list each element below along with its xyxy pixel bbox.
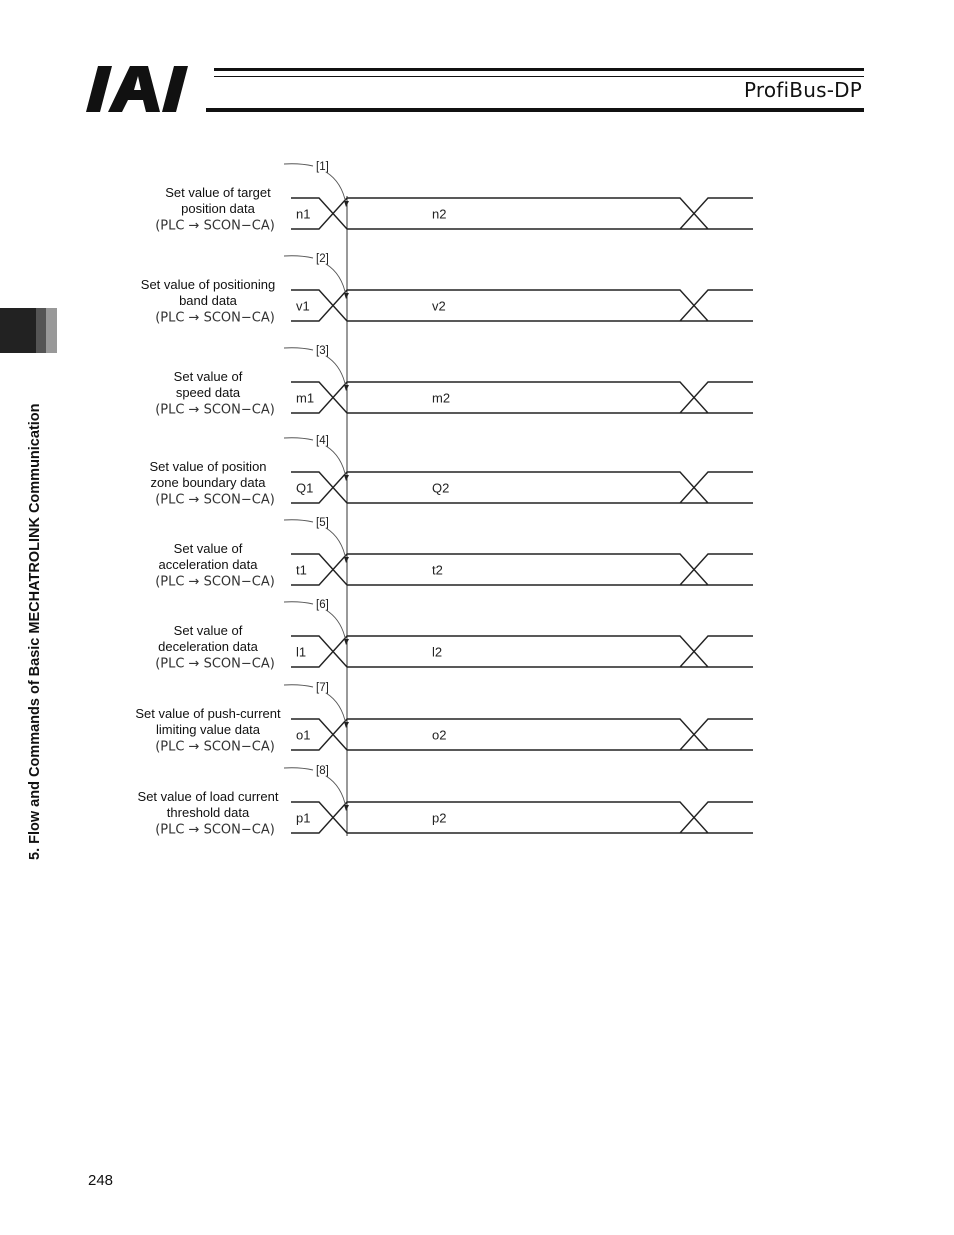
signal-waveform (291, 802, 753, 833)
signal-description-line: Set value of positioning (140, 277, 276, 292)
chapter-title: 5. Flow and Commands of Basic MECHATROLINK Communication (27, 403, 43, 860)
old-value-label: p1 (296, 810, 311, 826)
signal-direction: (PLC → SCON−CA) (155, 402, 275, 418)
signal-waveform (291, 472, 753, 503)
signal-direction: (PLC → SCON−CA) (155, 218, 275, 234)
step-marker: [5] (316, 517, 329, 529)
step-marker: [4] (316, 435, 329, 447)
new-value-label: Q2 (432, 480, 450, 496)
new-value-label: t2 (432, 562, 443, 578)
signal-direction: (PLC → SCON−CA) (155, 656, 275, 672)
signal-description-line: Set value of target (165, 185, 271, 200)
signal-waveform (291, 719, 753, 750)
signal-waveform (291, 554, 753, 585)
signal-description-line: Set value of push-current (135, 706, 281, 721)
signal-waveform (291, 198, 753, 229)
step-marker: [2] (316, 253, 329, 265)
signal-description-line: Set value of load current (137, 789, 279, 804)
old-value-label: o1 (296, 727, 311, 743)
old-value-label: Q1 (296, 480, 314, 496)
signal-description-line: deceleration data (158, 639, 258, 654)
signal-waveform (291, 382, 753, 413)
signal-direction: (PLC → SCON−CA) (155, 492, 275, 508)
new-value-label: p2 (432, 810, 447, 826)
step-marker: [6] (316, 599, 329, 611)
old-value-label: v1 (296, 298, 310, 314)
old-value-label: l1 (296, 644, 307, 660)
signal-description-line: Set value of (173, 541, 243, 556)
signal-direction: (PLC → SCON−CA) (155, 574, 275, 590)
product-title: ProfiBus-DP (743, 78, 862, 102)
step-marker: [8] (316, 765, 329, 777)
step-marker: [7] (316, 682, 329, 694)
step-marker: [1] (316, 161, 329, 173)
old-value-label: m1 (296, 390, 315, 406)
signal-description-line: threshold data (166, 805, 250, 820)
signal-direction: (PLC → SCON−CA) (155, 310, 275, 326)
signal-description-line: speed data (175, 385, 241, 400)
new-value-label: l2 (432, 644, 443, 660)
old-value-label: n1 (296, 206, 311, 222)
signal-description-line: Set value of (173, 623, 243, 638)
signal-description-line: acceleration data (158, 557, 258, 572)
signal-waveform (291, 636, 753, 667)
signal-description-line: position data (181, 201, 255, 216)
page-number: 248 (88, 1172, 114, 1189)
step-marker: [3] (316, 345, 329, 357)
signal-direction: (PLC → SCON−CA) (155, 822, 275, 838)
signal-description-line: limiting value data (155, 722, 261, 737)
signal-description-line: zone boundary data (150, 475, 266, 490)
signal-direction: (PLC → SCON−CA) (155, 739, 275, 755)
signal-description-line: Set value of (173, 369, 243, 384)
logo-text: IAI (86, 62, 88, 63)
old-value-label: t1 (296, 562, 307, 578)
signal-description-line: Set value of position (149, 459, 267, 474)
signal-waveform (291, 290, 753, 321)
new-value-label: m2 (432, 390, 451, 406)
signal-description-line: band data (179, 293, 237, 308)
new-value-label: o2 (432, 727, 447, 743)
new-value-label: v2 (432, 298, 446, 314)
new-value-label: n2 (432, 206, 447, 222)
